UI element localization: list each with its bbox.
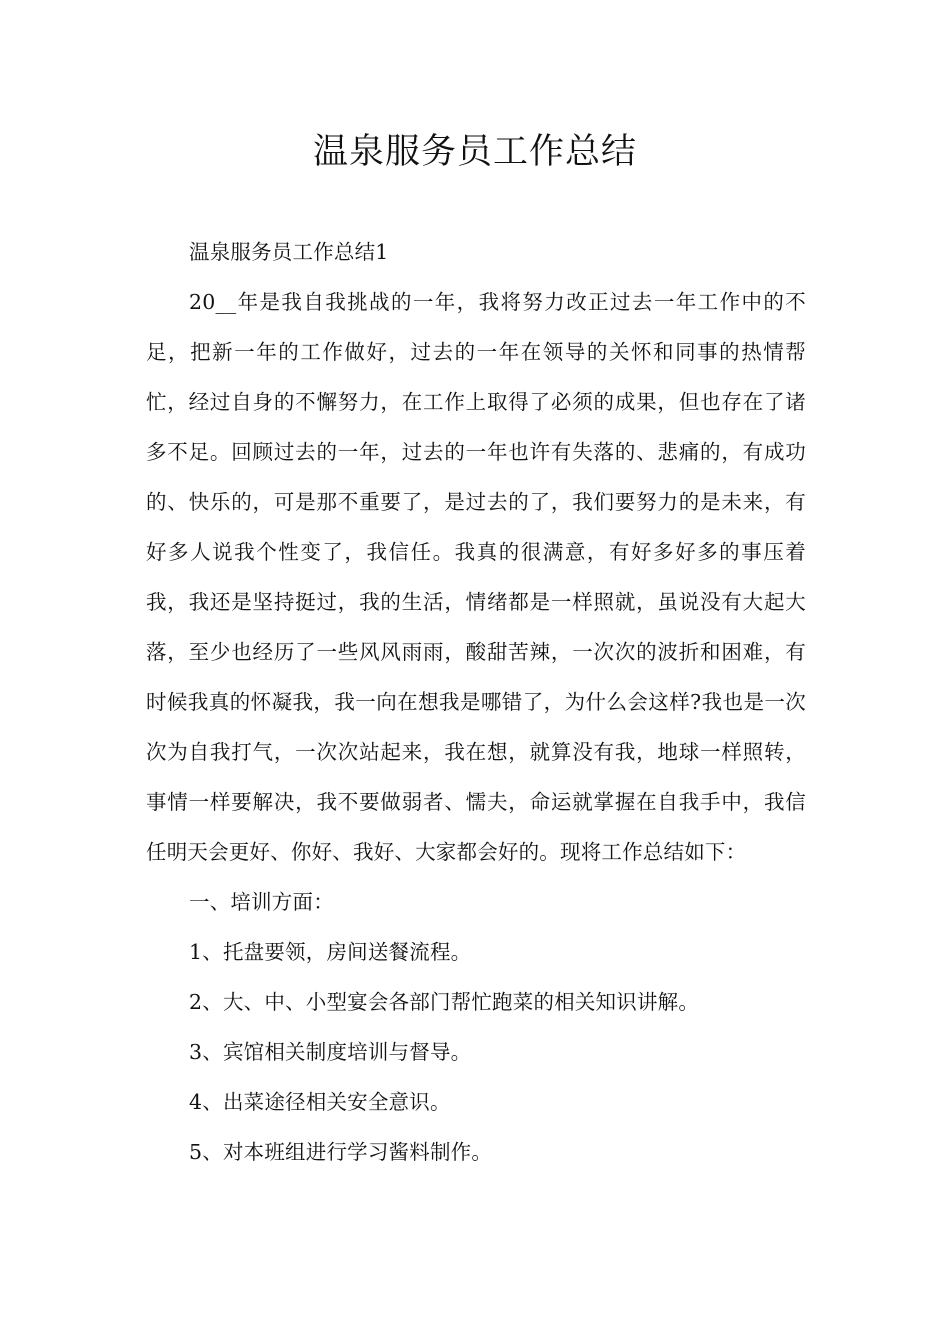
training-heading: 一、培训方面： — [189, 890, 334, 914]
list-item: 2、大、中、小型宴会各部门帮忙跑菜的相关知识讲解。 — [189, 990, 700, 1014]
section-heading: 温泉服务员工作总结1 — [189, 240, 389, 264]
intro-paragraph: 20__年是我自我挑战的一年，我将努力改正过去一年工作中的不足，把新一年的工作做好，过去的一年在领导的关怀和同事的热情帮忙，经过自身的不懈努力，在工作上取得了必须的成果，但也存在了诸多不足。回顾过去的一年，过去的一年也许有失落的、悲痛的，有成功的、快乐的，可是那不重要了，是过去的了，我们要努力的是未来，有好多人说我个性变了，我信任。我真的很满意，有好多好多的事压着我，我还是坚持挺过，我的生活，情绪都是一样照就，虽说没有大起大落，至少也经历了一些风风雨雨，酸甜苦辣，一次次的波折和困难，有时候我真的怀凝我，我一向在想我是哪错了，为什么会这样?我也是一次次为自我打气，一次次站起来，我在想，就算没有我，地球一样照转，事情一样要解决，我不要做弱者、懦夫，命运就掌握在自我手中，我信任明天会更好、你好、我好、大家都会好的。现将工作总结如下： — [146, 290, 806, 864]
document-title: 温泉服务员工作总结 — [312, 132, 637, 172]
list-item: 5、对本班组进行学习酱料制作。 — [189, 1140, 493, 1164]
list-item: 1、托盘要领，房间送餐流程。 — [189, 940, 472, 964]
list-item: 4、出菜途径相关安全意识。 — [189, 1090, 451, 1114]
list-item: 3、宾馆相关制度培训与督导。 — [189, 1040, 472, 1064]
document-body — [146, 227, 806, 1177]
